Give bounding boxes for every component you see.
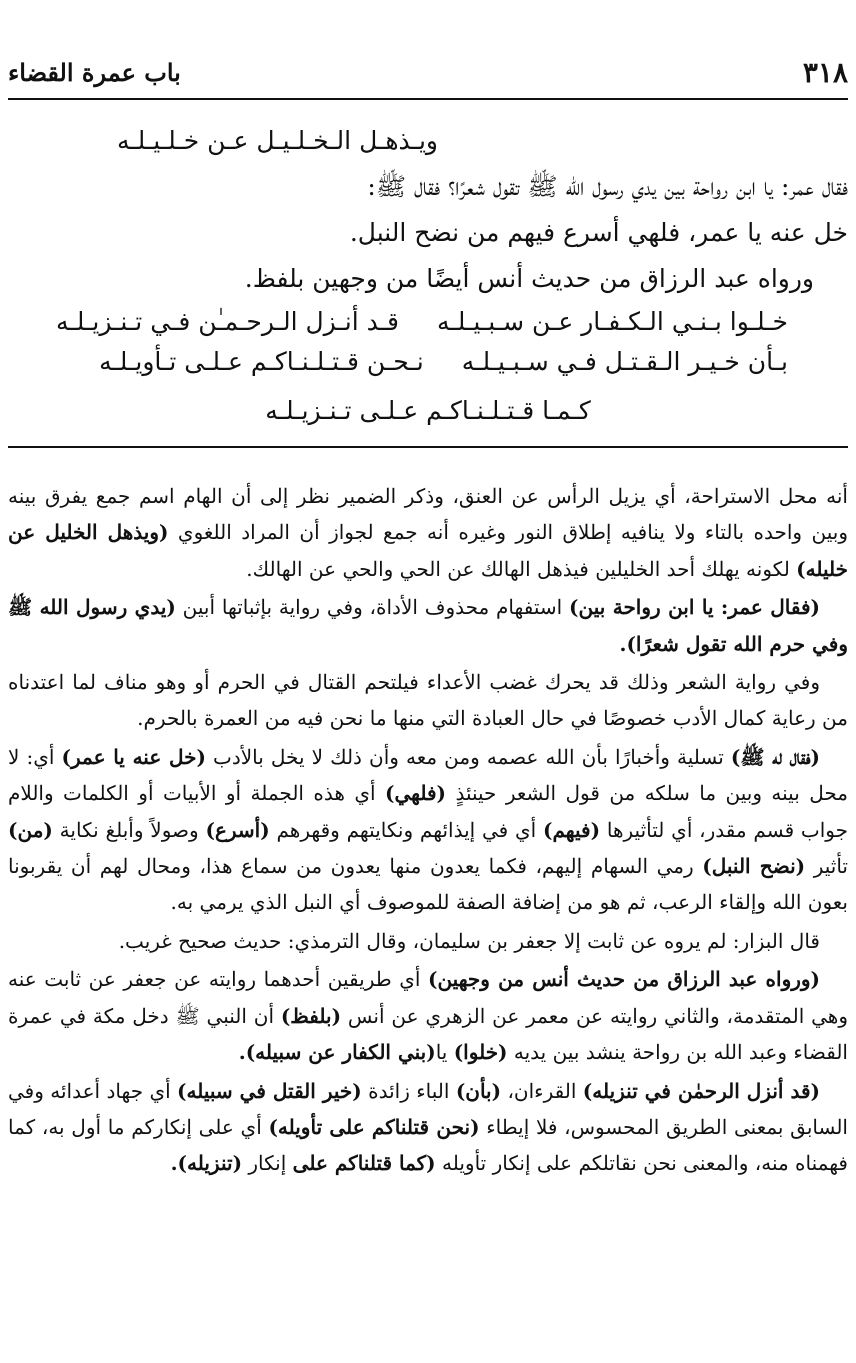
commentary-paragraph bbox=[8, 589, 848, 662]
commentary-text: أنه محل الاستراحة، أي يزيل الرأس عن العنق، وذكر الضمير نظر إلى أن الهام اسم جمع يفرق بينه وبين واحده بالتاء ولا ينافيه إطلاق النور وغيره أنه جمع لجواز أن المراد اللغوي bbox=[8, 484, 848, 545]
verse-hemistich: بـأن خـيـر الـقـتـل فـي سـبـيـلـه bbox=[461, 347, 788, 376]
verse-hemistich: نـحـن قـتـلـنـاكـم عـلـى تـأويـلـه bbox=[99, 347, 424, 376]
commentary-text: إنكار bbox=[242, 1151, 293, 1176]
verse-line: ويـذهـل الـخـلـيـل عـن خـلـيـلـه bbox=[116, 126, 438, 155]
quoted-phrase: (ورواه عبد الرزاق من حديث أنس من وجهين) bbox=[427, 967, 821, 992]
verse-line bbox=[8, 302, 848, 342]
commentary-paragraph bbox=[8, 1073, 848, 1182]
commentary-text: أي: لا محل بينه وبين ما سلكه من قول الشعر حينئذٍ bbox=[8, 744, 848, 806]
verse-line: كـمـا قـتـلـنـاكـم عـلـى تـنـزيـلـه bbox=[265, 396, 591, 425]
running-title: باب عمرة القضاء bbox=[8, 57, 181, 87]
quoted-phrase: (بأن) bbox=[455, 1078, 502, 1103]
commentary-text: تسلية وأخبارًا بأن الله عصمه ومن معه وأن ذلك لا يخل بالأدب bbox=[205, 744, 731, 769]
quoted-phrase: (بني الكفار عن سبيله). bbox=[238, 1040, 436, 1065]
verse-line bbox=[8, 342, 848, 382]
commentary-text: أي في إيذائهم ونكايتهم وقهرهم bbox=[269, 817, 544, 842]
quoted-phrase: (نضح النبل) bbox=[702, 854, 806, 879]
commentary-text: يا bbox=[435, 1040, 454, 1065]
main-text-line: ورواه عبد الرزاق من حديث أنس أيضًا من وجهين بلفظ. bbox=[244, 264, 814, 293]
quoted-phrase: (فقال عمر: يا ابن رواحة بين) bbox=[569, 595, 821, 620]
commentary-text: القرءان، bbox=[501, 1078, 583, 1103]
quoted-phrase: (خلوا) bbox=[453, 1040, 508, 1065]
quoted-phrase: (كما قتلناكم على bbox=[292, 1151, 436, 1176]
quoted-phrase: (خير القتل في سبيله) bbox=[177, 1078, 362, 1103]
section-divider bbox=[8, 446, 848, 448]
commentary bbox=[8, 478, 848, 1184]
page-header bbox=[8, 52, 848, 92]
commentary-text: تأثير bbox=[805, 854, 848, 879]
commentary-paragraph: وفي رواية الشعر وذلك قد يحرك غضب الأعداء فيلتحم القتال في الحرم أو وهو مناف لما اعتدناه من رعاية كمال الأدب خصوصًا في حال العبادة التي منها ما نحن فيه من العمرة بالحرم. bbox=[8, 670, 848, 731]
quoted-phrase: (فلهي) bbox=[385, 781, 447, 806]
quoted-phrase: (خل عنه يا عمر) bbox=[61, 744, 206, 769]
quoted-phrase: (فقال له ﷺ) bbox=[730, 744, 820, 769]
commentary-paragraph bbox=[8, 478, 848, 587]
main-text bbox=[8, 118, 848, 434]
commentary-text: أي جهاد أعدائه وفي السابق بمعنى الطريق المحسوس، فلا إيطاء bbox=[8, 1078, 848, 1139]
commentary-paragraph bbox=[8, 961, 848, 1070]
page-number: ٣١٨ bbox=[802, 55, 848, 89]
quoted-phrase: (يدي رسول الله ﷺ وفي حرم الله تقول شعرًا). bbox=[8, 595, 848, 656]
quoted-phrase: (فيهم) bbox=[543, 817, 601, 842]
quoted-phrase: (ويذهل الخليل عن خليله) bbox=[8, 520, 848, 581]
header-rule bbox=[8, 98, 848, 100]
commentary-text: وصولاً وأبلغ نكاية bbox=[52, 817, 206, 842]
quoted-phrase: (بلفظ) bbox=[280, 1003, 342, 1028]
commentary-text: استفهام محذوف الأداة، وفي رواية بإثباتها أبين bbox=[175, 595, 570, 620]
commentary-text: أي على إنكاركم ما أول به، كما فهمناه منه، والمعنى نحن نقاتلكم على إنكار تأويله bbox=[8, 1114, 848, 1176]
verse-hemistich: خـلـوا بـنـي الـكـفـار عـن سـبـيـلـه bbox=[437, 307, 788, 336]
commentary-text: لكونه يهلك أحد الخليلين فيذهل الهالك عن الحي والحي عن الهالك. bbox=[246, 556, 797, 581]
quoted-phrase: (من) bbox=[8, 817, 53, 842]
quoted-phrase: (نحن قتلناكم على تأويله) bbox=[268, 1114, 480, 1139]
quoted-phrase: (أسرع) bbox=[205, 817, 270, 842]
commentary-text: الباء زائدة bbox=[361, 1078, 456, 1103]
commentary-text: أي هذه الجملة أو الأبيات أو الكلمات واللام جواب قسم مقدر، أي لتأثيرها bbox=[8, 781, 848, 842]
commentary-text: أي طريقين أحدهما روايته عن جعفر عن ثابت عنه وهي المتقدمة، والثاني روايته عن معمر عن الزهري عن أنس bbox=[8, 967, 848, 1028]
main-text-line: فقال عمر: يا ابن رواحة بين يدي رسول الله ﷺ تقول شعرًا؟ فقال ﷺ: bbox=[367, 172, 848, 201]
verse-hemistich: قـد أنـزل الـرحـمـٰن فـي تـنـزيـلـه bbox=[56, 307, 400, 336]
quoted-phrase: (قد أنزل الرحمٰن في تنزيله) bbox=[582, 1078, 820, 1103]
commentary-text: أن النبي ﷺ دخل مكة في عمرة القضاء وعبد الله بن رواحة ينشد بين يديه bbox=[8, 1003, 848, 1065]
commentary-text: رمي السهام إليهم، فكما يعدون منها يعدون من سماع هذا، ومحال لهم أن يقربونا بعون الله وإلقاء الرعب، ثم هو من إضافة الصفة للموصوف أي النبل الذي يرمي به. bbox=[8, 854, 848, 915]
main-text-line: خل عنه يا عمر، فلهي أسرع فيهم من نضح النبل. bbox=[349, 218, 848, 247]
commentary-paragraph: قال البزار: لم يروه عن ثابت إلا جعفر بن سليمان، وقال الترمذي: حديث صحيح غريب. bbox=[118, 928, 820, 953]
commentary-paragraph bbox=[8, 739, 848, 921]
quoted-phrase: (تنزيله). bbox=[170, 1151, 243, 1176]
